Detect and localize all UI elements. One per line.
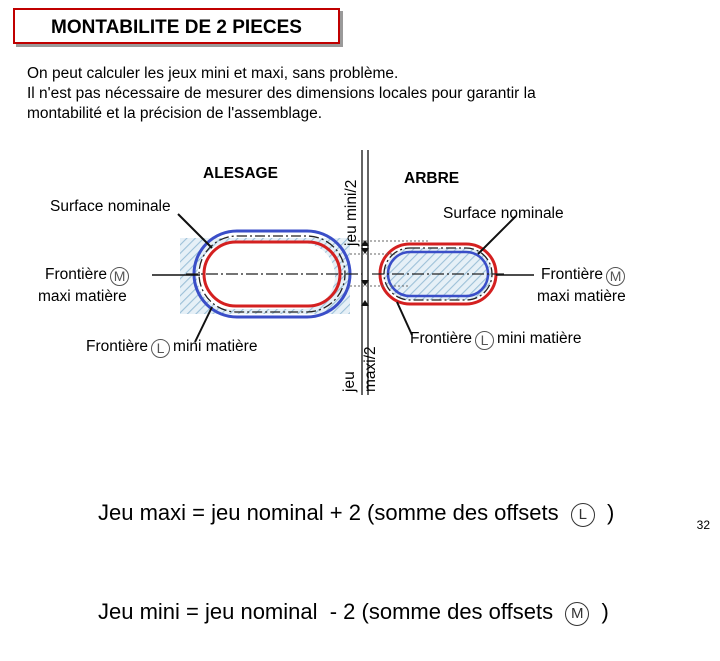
alesage-frontiere-min-suffix: mini matière — [173, 338, 258, 355]
arbre-drawing — [372, 244, 505, 304]
formula-1-prefix: Jeu maxi = jeu nominal + 2 (somme des offsets — [98, 500, 571, 525]
max-material-symbol: M — [565, 602, 589, 626]
formula-2-prefix: Jeu mini = jeu nominal - 2 (somme des offsets — [98, 599, 566, 624]
formula-line-2 — [98, 595, 614, 628]
formula-2-suffix: ) — [589, 599, 609, 624]
alesage-max-material-symbol: M — [110, 267, 129, 286]
formula-1-suffix: ) — [594, 500, 615, 525]
alesage-frontiere-min-text: Frontière — [86, 338, 149, 355]
least-material-symbol: L — [571, 503, 595, 527]
alesage-frontiere-max-suffix: maxi matière — [38, 288, 127, 305]
formula-line-1 — [98, 496, 614, 529]
arbre-surface-label: Surface nominale — [443, 205, 564, 222]
formula-block — [98, 430, 614, 661]
alesage-min-material-symbol: L — [151, 339, 170, 358]
intro-line-1: On peut calculer les jeux mini et maxi, sans problème. — [27, 65, 399, 82]
alesage-surface-label: Surface nominale — [50, 198, 171, 215]
arbre-frontiere-min-text: Frontière — [410, 330, 473, 347]
arbre-frontiere-max-text: Frontière — [541, 266, 604, 283]
alesage-title: ALESAGE — [203, 165, 278, 182]
arbre-frontiere-min-suffix: mini matière — [497, 330, 582, 347]
arbre-min-material-symbol: L — [475, 331, 494, 350]
intro-line-2: Il n'est pas nécessaire de mesurer des dimensions locales pour garantir la — [27, 85, 536, 102]
jeu-mini-label: jeu mini/2 — [343, 179, 360, 246]
intro-line-3: montabilité et la précision de l'assemblage. — [27, 105, 323, 122]
alesage-frontiere-max-text: Frontière — [45, 266, 108, 283]
page-number: 32 — [696, 518, 710, 532]
jeu-maxi-label-1: jeu — [341, 371, 358, 392]
arbre-frontiere-min-label — [410, 330, 581, 350]
arbre-frontiere-max-label — [541, 266, 628, 286]
alesage-frontiere-max-label — [45, 266, 132, 286]
arbre-max-material-symbol: M — [606, 267, 625, 286]
jeu-maxi-label-2: maxi/2 — [362, 346, 379, 392]
arbre-frontiere-max-suffix: maxi matière — [537, 288, 626, 305]
arbre-title: ARBRE — [404, 170, 460, 187]
alesage-frontiere-min-label — [86, 338, 257, 358]
slide-title: MONTABILITE DE 2 PIECES — [51, 17, 302, 38]
